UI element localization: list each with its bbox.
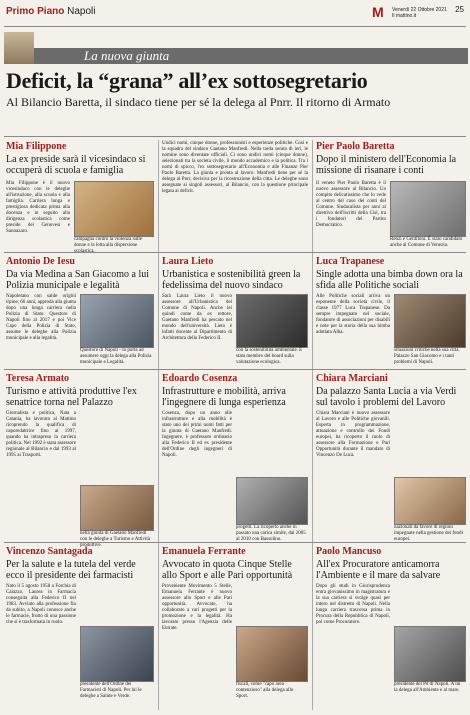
article-name: Pier Paolo Baretta: [316, 141, 395, 152]
portrait-photo: [390, 181, 466, 237]
portrait-photo: [394, 626, 466, 682]
article-ferrante: [162, 546, 308, 711]
intro-body: Undici nomi, cinque donne, professionisti e esperienze politiche. Cosi e la squadra del sindaco Gaetano Manfredi. Nella tarda serata di ieri, le nomine sono diventate ufficiali. Ci sono undici nomi (cinque donne), selezionati tra la societa civile, il mondo accademico e la politica. Tra i nomi di spicco, l'ex sottosegretario all'Economia e alle Finanze Pier Paolo Baretta. La giunta e pronta al lavoro. Manfredi tiene per sé la delega al Pnrr, decisiva per la ricostruzione della citta. Le deleghe sono assegnate ai singoli assessori, al Bilancio, con la questione principale legata ai deficit.: [162, 141, 308, 194]
article-marciani: [316, 373, 466, 542]
article-title: Dopo il ministero dell'Economia la missione di risanare i conti: [316, 154, 457, 176]
headline: Deficit, la “grana” all’ex sottosegretario: [6, 68, 368, 93]
portrait-photo: [236, 294, 308, 348]
column-divider: [158, 140, 159, 710]
photo-caption: con la sostenibilità ambientale. È stata membro del board sulla valutazione ecologica.: [236, 348, 303, 365]
article-filippone: [6, 141, 154, 249]
city-photo: [4, 32, 34, 64]
photo-caption: nazionali da favore di regioni impegnate nella gestione dei fondi europei.: [394, 525, 463, 542]
article-name: Chiara Marciani: [316, 373, 388, 384]
article-body: Dopo gli studi in Giurisprudenza entra giovanissimo in magistratura e la sua carriera si svolge quasi per intero nel distretto di Napoli. Nella lunga carriera trascorsa prima in Procura della Repubblica di Napoli, poi come Procuratore.: [316, 584, 390, 625]
portrait-photo: [80, 294, 154, 348]
photo-caption: presidente dell'Ordine dei Farmacisti di Napoli. Per lui le deleghe a Salute e Verde.: [80, 682, 142, 699]
portrait-photo: [80, 485, 154, 531]
photo-caption: fiscali, come "capo area contenzioso" alla delega allo Sport.: [236, 682, 294, 699]
article-title: Infrastrutture e mobilità, arriva l'ingegnere di lunga esperienza: [162, 386, 286, 408]
article-name: Edoardo Cosenza: [162, 373, 238, 384]
portrait-photo: [394, 477, 466, 525]
article-title: Per la salute e la tutela del verde ecco il presidente dei farmacisti: [6, 559, 136, 581]
article-name: Vincenzo Santagada: [6, 546, 93, 557]
article-lieto: [162, 256, 308, 366]
issue-date: Venerdì 22 Ottobre 2021 Il mattino.it: [392, 7, 447, 19]
article-body: Proveniente Movimento 5 Stelle, Emanuela Ferrante è nuovo assessore allo Sport e alle Pari opportunità. Avvocato, ha collaborato a vari progetti per la promozione e la legalità. Ha lavorato presso l'Agenzia delle Entrate.: [162, 584, 232, 631]
article-body: Chiara Marciani è nuovo assessore al Lavoro e alle Politiche giovanili. Esperta in programmazione, attuazione e controllo dei Fondi europei, ha ricoperto il ruolo di assessore alla Formazione e Pari Opportunità durante il mandato di Vincenzo De Luca.: [316, 411, 390, 458]
page-header: [4, 2, 466, 26]
portrait-photo: [236, 626, 308, 682]
article-title: All'ex Procuratore anticamorra l'Ambiente e il mare da salvare: [316, 559, 441, 581]
photo-caption: Renzi e Gentiloni. È stato candidato anche al Comune di Venezia.: [390, 237, 463, 248]
section-banner: [34, 48, 468, 64]
article-body: Sarà Laura Lieto il nuovo assessore all'Urbanistica del Comune di Napoli. Anche lei quindi come da ex rettore, Gaetano Manfredi ha pescato nel mondo dell'università. Lieto è infatti docente al Dipartimento di Architettura della Federico II.: [162, 294, 232, 341]
article-body: Mia Filippone è il nuovo vicesindaco con le deleghe all'istruzione, alla scuola e alla famiglia. Carriera lunga e prestigiosa dedicata prima alla docenza e in seguito alla dirigenza scolastica come preside dei Genovesi e Sannazaro.: [6, 181, 70, 234]
article-title: Avvocato in quota Cinque Stelle allo Sport e alle Pari opportunità: [162, 559, 293, 581]
article-body: Nato il 5 agosto 1958 a Forchia di Caiazzo, Laurea in Farmacia conseguita alla Federico II nel 1983. Avviato alla professione fin da subito, a Napoli conosce anche le farmacie, frutto di una passione che si è trasformata in ruolo.: [6, 584, 76, 625]
article-name: Luca Trapanese: [316, 256, 385, 267]
row-rule: [4, 252, 466, 253]
article-title: Da via Medina a San Giacomo a lui Polizia municipale e legalità: [6, 269, 150, 291]
newspaper-logo: M: [372, 4, 384, 20]
article-name: Mia Filippone: [6, 141, 67, 152]
header-rule: [4, 26, 466, 27]
photo-caption: situazioni critiche nella sua città. Palazzo San Giacomo e i tanti problemi di Napoli.: [394, 348, 460, 365]
deck-rule: [4, 136, 466, 137]
article-trapanese: [316, 256, 466, 366]
article-name: Laura Lieto: [162, 256, 214, 267]
article-title: Da palazzo Santa Lucia a via Verdi sul tavolo i problemi del Lavoro: [316, 386, 457, 408]
article-santagada: [6, 546, 154, 711]
article-cosenza: [162, 373, 308, 542]
photo-caption: nella giunta di Gaetano Manfredi con le deleghe a Turismo e Attività produttive.: [80, 531, 150, 548]
deck: Al Bilancio Baretta, il sindaco tiene per sé la delega al Pnrr. Il ritorno di Armato: [6, 95, 391, 109]
article-name: Paolo Mancuso: [316, 546, 382, 557]
article-title: Single adotta una bimba down ora la sfida alle Politiche sociali: [316, 269, 463, 291]
intro-article: [162, 141, 308, 249]
banner-kicker: La nuova giunta: [84, 48, 170, 63]
article-title: Urbanistica e sostenibilità green la fedelissima del nuovo sindaco: [162, 269, 301, 291]
row-rule: [4, 542, 466, 543]
photo-caption: Questore di Napoli - lo porta ad assumere oggi la delega alla Polizia municipale e Legalità.: [80, 348, 152, 365]
article-name: Emanuela Ferrante: [162, 546, 246, 557]
article-body: Alle Politiche sociali arriva un esponente della società civile, il classe 1977 Luca Trapanese. Da sempre impegnato nel sociale, fondatore di associazioni per disabili e note per la storia della sua bimba adottata Alba.: [316, 294, 390, 335]
section-label: Primo Piano Napoli: [6, 6, 96, 17]
portrait-photo: [80, 626, 154, 682]
row-rule: [4, 369, 466, 370]
article-body: Napoletano con salde origini irpine, 66 anni, approda alla giunta dopo una lunga carriera nella Polizia di Stato. Questore di Napoli fino al 2017 e poi Vice Capo della Polizia di Stato, assume le deleghe alla Polizia municipale e alla legalità.: [6, 294, 76, 341]
article-mancuso: [316, 546, 466, 711]
article-baretta: [316, 141, 466, 249]
article-title: Turismo e attività produttive l'ex senatrice torna nel Palazzo: [6, 386, 137, 408]
page-number: 25: [455, 5, 464, 14]
article-name: Teresa Armato: [6, 373, 70, 384]
photo-caption: campagna contro la violenza sulle donne e la lotta alla dispersione: [74, 237, 143, 248]
article-de-iesu: [6, 256, 154, 366]
article-body: Il veneto Pier Paolo Baretta è il nuovo assessore al Bilancio. Un compito delicatissimo che lo vede al centro del caso dei conti del Comune. Sindacalista per anni al direttivo dell'Iscritti della Cisl, tra i fondatori del Partito Democratico.: [316, 181, 386, 228]
photo-caption: presidente del Pd di Napoli. A lui la delega all'Ambiente e al mare.: [394, 682, 461, 693]
photo-caption: progetti. La ricoperto anche in passato una carica simile, dal 2005 al 2010 con Bassolino.: [236, 525, 306, 542]
article-name: Antonio De Iesu: [6, 256, 75, 267]
article-armato: [6, 373, 154, 548]
portrait-photo: [74, 181, 154, 237]
article-body: Giornalista e politica, Nata a Catania, ha lavorato al Mattino ricoprendo la qualifica di caporedattrice fino al 1997, quando ha intrapreso la carriera politica. Nel 1992 è stata assessore regionale al Bilancio e dal 1993 al 1995 ai Trasporti.: [6, 411, 76, 458]
column-divider: [312, 140, 313, 710]
article-title: La ex preside sarà il vicesindaco si occuperà di scuola e famiglia: [6, 154, 146, 176]
portrait-photo: [394, 294, 466, 348]
portrait-photo: [236, 477, 308, 525]
article-body: Cosenza, dopo un anno alle infrastrutture e alla mobilità è stato uno dei primi nomi fatti per la giunta di Gaetano Manfredi. Ingegnere, è professore ordinario alla Federico II ed ex presidente dell'Ordine degli ingegneri di Napoli.: [162, 411, 232, 458]
